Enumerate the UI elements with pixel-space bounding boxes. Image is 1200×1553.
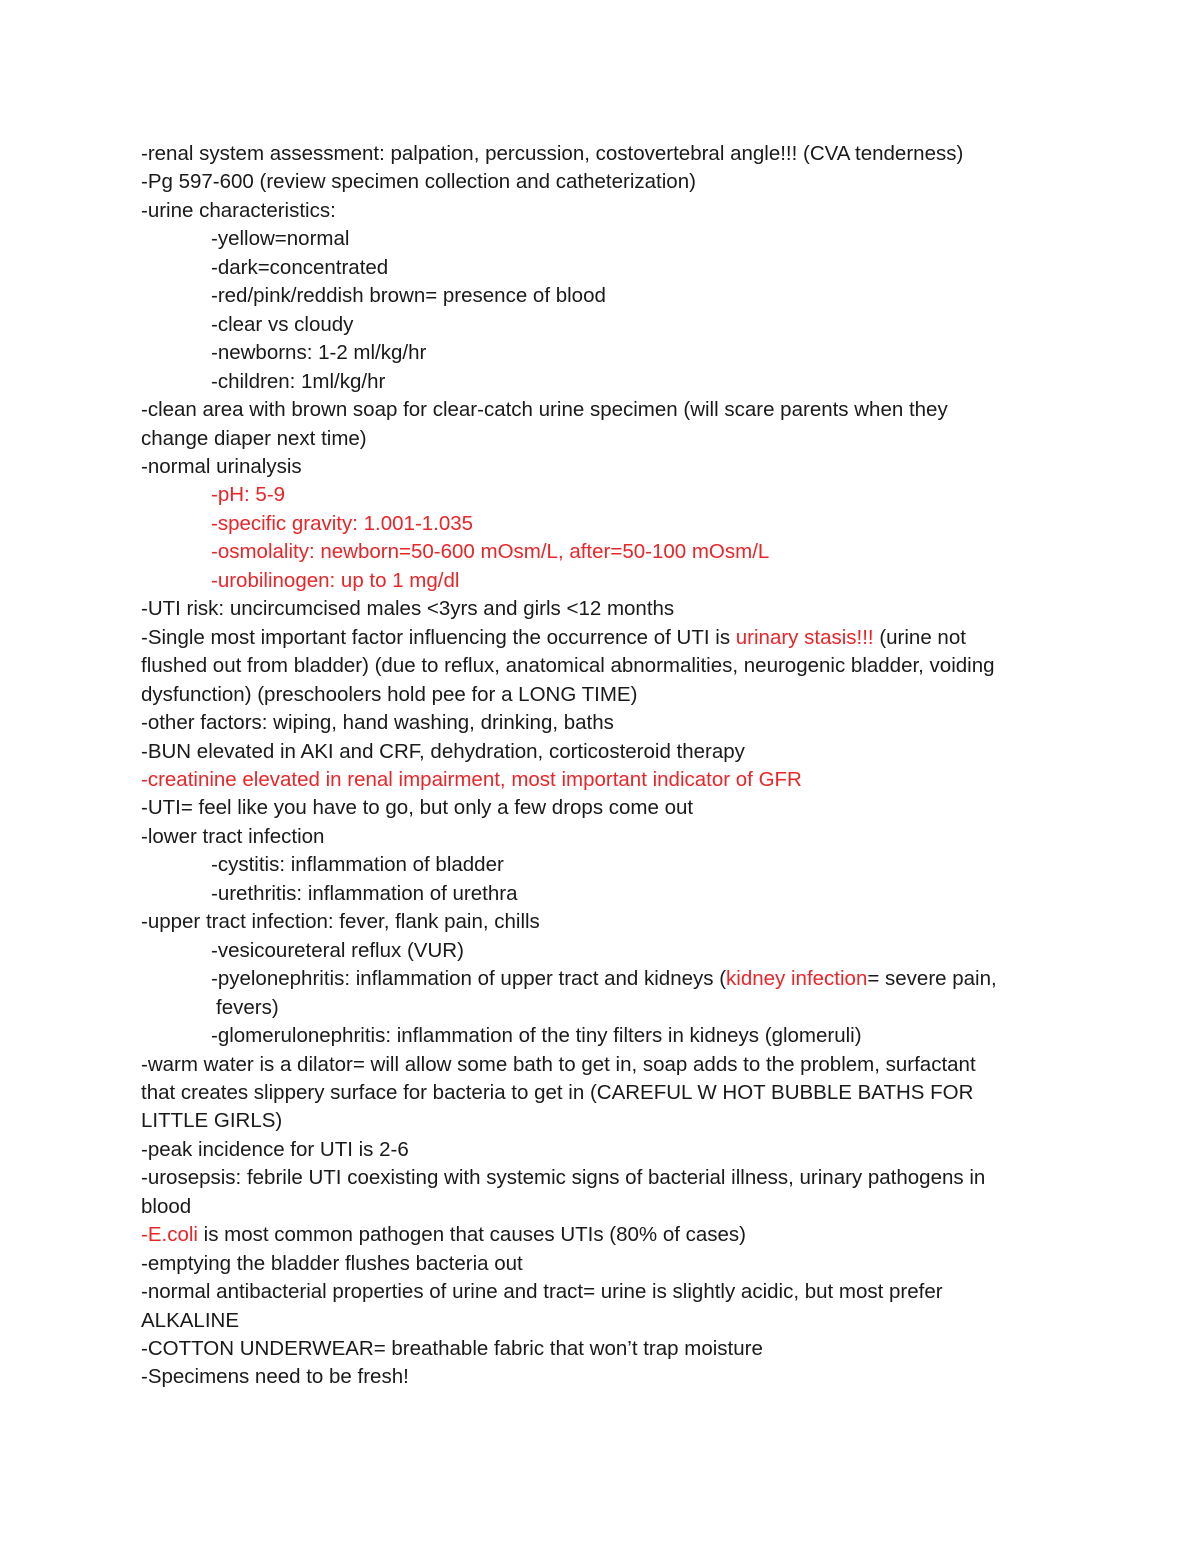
subnote-pyelonephritis-continued bbox=[141, 994, 1061, 1022]
note-text: -newborns: 1-2 ml/kg/hr bbox=[211, 341, 427, 365]
note-bun bbox=[141, 738, 1061, 766]
note-text: -upper tract infection: fever, flank pain, chills bbox=[141, 910, 540, 934]
note-single-factor-continued bbox=[141, 652, 1061, 680]
note-text: -other factors: wiping, hand washing, drinking, baths bbox=[141, 711, 614, 735]
note-warm-water-continued bbox=[141, 1079, 1061, 1107]
note-urosepsis bbox=[141, 1164, 1061, 1192]
subnote-vur bbox=[141, 937, 1061, 965]
note-text: -urobilinogen: up to 1 mg/dl bbox=[211, 568, 460, 592]
note-page-reference bbox=[141, 168, 1061, 196]
subnote-red-pink bbox=[141, 282, 1061, 310]
subnote-glomerulonephritis bbox=[141, 1022, 1061, 1050]
note-text: is most common pathogen that causes UTIs (80% of cases) bbox=[197, 1223, 747, 1247]
subnote-urobilinogen bbox=[141, 567, 1061, 595]
note-text: -urosepsis: febrile UTI coexisting with systemic signs of bacterial illness, urinary pathogens in bbox=[141, 1166, 986, 1190]
note-urine-characteristics bbox=[141, 197, 1061, 225]
note-renal-assessment bbox=[141, 140, 1061, 168]
note-text: -normal urinalysis bbox=[141, 454, 302, 478]
note-text: - bbox=[141, 1223, 148, 1247]
subnote-cystitis bbox=[141, 851, 1061, 879]
note-clean-area-continued bbox=[141, 425, 1061, 453]
note-creatinine bbox=[141, 766, 1061, 794]
note-text: -emptying the bladder flushes bacteria out bbox=[141, 1251, 523, 1275]
note-text: -specific gravity: 1.001-1.035 bbox=[211, 511, 474, 535]
note-peak-incidence bbox=[141, 1136, 1061, 1164]
subnote-ph bbox=[141, 481, 1061, 509]
note-text: -urine characteristics: bbox=[141, 198, 336, 222]
subnote-specific-gravity bbox=[141, 510, 1061, 538]
subnote-dark bbox=[141, 254, 1061, 282]
note-text: -BUN elevated in AKI and CRF, dehydration, corticosteroid therapy bbox=[141, 739, 745, 763]
note-upper-tract bbox=[141, 908, 1061, 936]
note-antibacterial bbox=[141, 1278, 1061, 1306]
subnote-osmolality bbox=[141, 538, 1061, 566]
subnote-pyelonephritis bbox=[141, 965, 1061, 993]
note-text: -children: 1ml/kg/hr bbox=[211, 369, 386, 393]
note-text: -Pg 597-600 (review specimen collection and catheterization) bbox=[141, 170, 696, 194]
note-text: LITTLE GIRLS) bbox=[141, 1109, 283, 1133]
note-specimens-fresh bbox=[141, 1363, 1061, 1391]
note-text: -peak incidence for UTI is 2-6 bbox=[141, 1137, 409, 1161]
note-emptying-bladder bbox=[141, 1250, 1061, 1278]
note-urosepsis-continued bbox=[141, 1193, 1061, 1221]
note-text: blood bbox=[141, 1194, 192, 1218]
note-cotton-underwear bbox=[141, 1335, 1061, 1363]
note-text: -warm water is a dilator= will allow some bath to get in, soap adds to the problem, surfactant bbox=[141, 1052, 976, 1076]
note-text: -COTTON UNDERWEAR= breathable fabric that won’t trap moisture bbox=[141, 1337, 763, 1361]
highlight-ecoli: E.coli bbox=[147, 1223, 198, 1247]
note-text: -yellow=normal bbox=[211, 227, 350, 251]
note-text: dysfunction) (preschoolers hold pee for a LONG TIME) bbox=[141, 682, 638, 706]
note-text: -Single most important factor influencing the occurrence of UTI is bbox=[141, 625, 736, 649]
note-uti-feeling bbox=[141, 794, 1061, 822]
note-text: ALKALINE bbox=[141, 1308, 239, 1332]
note-clean-area bbox=[141, 396, 1061, 424]
subnote-newborns bbox=[141, 339, 1061, 367]
note-text: -glomerulonephritis: inflammation of the tiny filters in kidneys (glomeruli) bbox=[211, 1024, 862, 1048]
note-warm-water-continued-2 bbox=[141, 1107, 1061, 1135]
note-other-factors bbox=[141, 709, 1061, 737]
note-text: -lower tract infection bbox=[141, 824, 325, 848]
note-text: fevers) bbox=[216, 995, 279, 1019]
note-text: -dark=concentrated bbox=[211, 255, 389, 279]
note-text: (urine not bbox=[873, 625, 966, 649]
note-text: -clear vs cloudy bbox=[211, 312, 354, 336]
note-text: -renal system assessment: palpation, percussion, costovertebral angle!!! (CVA tenderness) bbox=[141, 142, 964, 165]
note-text: -UTI= feel like you have to go, but only a few drops come out bbox=[141, 796, 694, 820]
note-text: -UTI risk: uncircumcised males <3yrs and girls <12 months bbox=[141, 597, 675, 621]
notes-body bbox=[141, 140, 1061, 1392]
note-text: -vesicoureteral reflux (VUR) bbox=[211, 938, 464, 962]
note-single-factor bbox=[141, 624, 1061, 652]
note-warm-water bbox=[141, 1051, 1061, 1079]
subnote-urethritis bbox=[141, 880, 1061, 908]
note-text: that creates slippery surface for bacteria to get in (CAREFUL W HOT BUBBLE BATHS FOR bbox=[141, 1080, 974, 1104]
note-text: -clean area with brown soap for clear-catch urine specimen (will scare parents when they bbox=[141, 398, 948, 422]
subnote-yellow bbox=[141, 225, 1061, 253]
note-text: -pH: 5-9 bbox=[211, 483, 286, 507]
note-text: change diaper next time) bbox=[141, 426, 367, 450]
highlight-kidney-infection: kidney infection bbox=[726, 967, 868, 991]
note-text: -creatinine elevated in renal impairment, most important indicator of GFR bbox=[141, 767, 802, 791]
note-ecoli bbox=[141, 1221, 1061, 1249]
note-text: -red/pink/reddish brown= presence of blood bbox=[211, 284, 606, 308]
note-text: -osmolality: newborn=50-600 mOsm/L, after=50-100 mOsm/L bbox=[211, 540, 770, 564]
note-text: -normal antibacterial properties of urine and tract= urine is slightly acidic, but most prefer bbox=[141, 1280, 943, 1304]
subnote-clear-cloudy bbox=[141, 311, 1061, 339]
note-antibacterial-continued bbox=[141, 1307, 1061, 1335]
note-text: -cystitis: inflammation of bladder bbox=[211, 853, 504, 877]
note-text: -urethritis: inflammation of urethra bbox=[211, 881, 518, 905]
note-text: -Specimens need to be fresh! bbox=[141, 1365, 409, 1389]
note-text: -pyelonephritis: inflammation of upper tract and kidneys ( bbox=[211, 967, 727, 991]
note-text: = severe pain, bbox=[867, 967, 997, 991]
note-normal-urinalysis bbox=[141, 453, 1061, 481]
note-lower-tract bbox=[141, 823, 1061, 851]
note-uti-risk bbox=[141, 595, 1061, 623]
highlight-urinary-stasis: urinary stasis!!! bbox=[735, 625, 874, 649]
note-single-factor-continued-2 bbox=[141, 681, 1061, 709]
subnote-children bbox=[141, 368, 1061, 396]
note-text: flushed out from bladder) (due to reflux, anatomical abnormalities, neurogenic bladder, voiding bbox=[141, 654, 995, 678]
